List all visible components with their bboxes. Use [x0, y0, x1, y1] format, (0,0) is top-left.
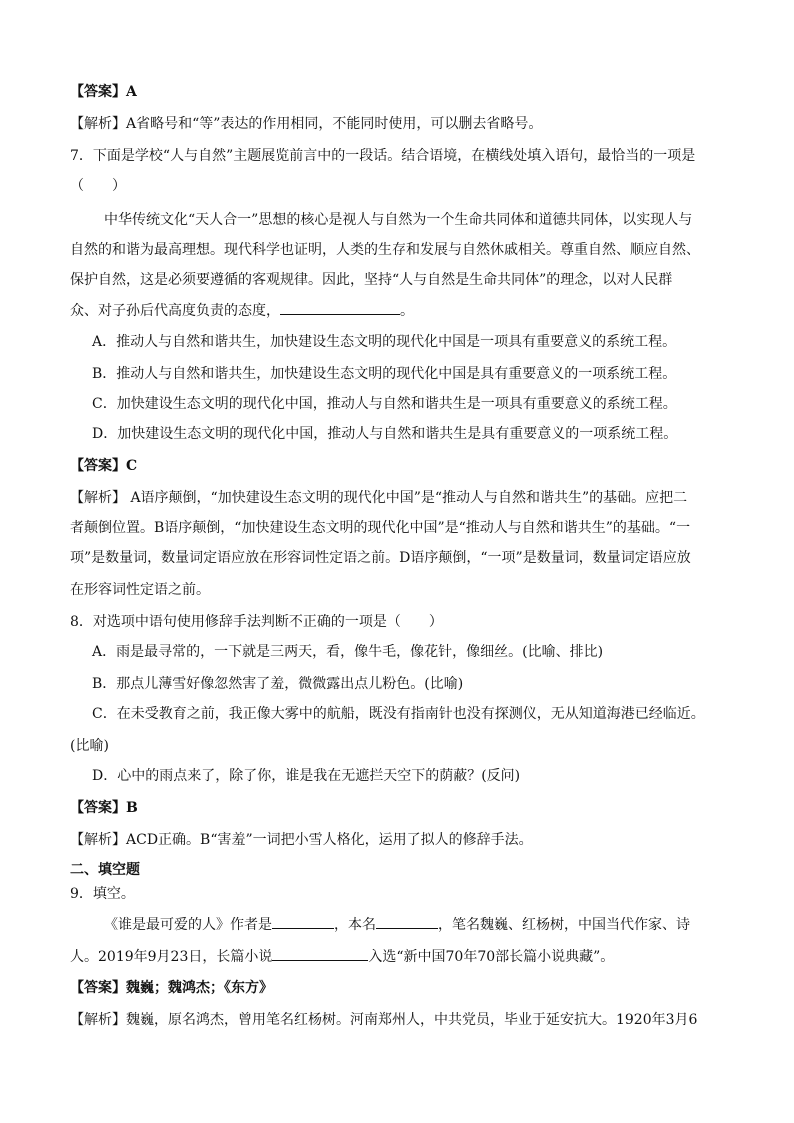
text-line [70, 270, 730, 290]
line-text: 9．填空。 [70, 886, 135, 902]
text-line [70, 518, 730, 538]
text-line [70, 798, 730, 818]
line-text: （ ） [70, 178, 126, 194]
text-line [70, 830, 730, 850]
text-line [70, 548, 730, 568]
text-line [70, 1010, 730, 1030]
text-line [70, 114, 730, 134]
text-line [104, 210, 764, 230]
text-line [92, 364, 752, 384]
fill-in-blank [272, 914, 334, 929]
text-line [70, 300, 730, 321]
line-text: 【解析】 A语序颠倒，“加快建设生态文明的现代化中国”是“推动人与自然和谐共生”的基础。应把二 [70, 490, 688, 506]
line-text: A．雨是最寻常的，一下就是三两天，看，像牛毛，像花针，像细丝。(比喻、排比) [92, 644, 604, 660]
line-text: 【解析】A省略号和“等”表达的作用相同，不能同时使用，可以删去省略号。 [70, 116, 543, 132]
line-text: 者颠倒位置。B语序颠倒，“加快建设生态文明的现代化中国”是“推动人与自然和谐共生”的基础。“一 [70, 520, 691, 536]
line-text: 【答案】B [70, 800, 138, 816]
line-text: B．推动人与自然和谐共生，加快建设生态文明的现代化中国是具有重要意义的一项系统工程。 [92, 366, 677, 382]
line-text-segment: ，笔名魏巍、红杨树，中国当代作家、诗 [438, 917, 690, 933]
text-line [70, 860, 730, 880]
text-line [92, 424, 752, 444]
text-line [92, 332, 752, 352]
text-line [70, 82, 730, 102]
text-line [70, 736, 730, 756]
line-text: 8．对选项中语句使用修辞手法判断不正确的一项是（ ） [70, 614, 443, 630]
line-text: 【答案】魏巍；魏鸿杰；《东方》 [70, 980, 273, 996]
text-line [92, 766, 752, 786]
line-text: C．加快建设生态文明的现代化中国，推动人与自然和谐共生是一项具有重要意义的系统工程。 [92, 396, 677, 412]
text-line [70, 488, 730, 508]
line-text-segment: ，本名 [334, 917, 376, 933]
text-line [70, 176, 730, 196]
line-text: 二、填空题 [70, 862, 140, 878]
line-text: 《谁是最可爱的人》作者是 [104, 917, 272, 933]
line-text: 保护自然，这是必须要遵循的客观规律。因此，坚持“人与自然是生命共同体”的理念，以对人民群 [70, 272, 673, 288]
line-text: 7．下面是学校“人与自然”主题展览前言中的一段话。结合语境，在横线处填入语句，最恰当的一项是 [70, 148, 696, 164]
text-line [70, 580, 730, 600]
line-text: 人。2019年9月23日，长篇小说 [70, 949, 273, 965]
line-text-segment: 入选“新中国70年70部长篇小说典藏”。 [368, 949, 615, 965]
text-line [70, 456, 730, 476]
text-line [92, 642, 752, 662]
line-text: 自然的和谐为最高理想。现代科学也证明，人类的生存和发展与自然休戚相关。尊重自然、顺应自然、 [70, 242, 700, 258]
text-line [70, 146, 730, 166]
line-text: 在形容词性定语之前。 [70, 582, 210, 598]
line-text: 众、对子孙后代高度负责的态度， [70, 303, 280, 319]
text-line [70, 240, 730, 260]
line-text: 中华传统文化“天人合一”思想的核心是视人与自然为一个生命共同体和道德共同体，以实现人与 [104, 212, 693, 228]
text-line [92, 674, 752, 694]
text-line [70, 978, 730, 998]
line-text: C．在未受教育之前，我正像大雾中的航船，既没有指南针也没有探测仪，无从知道海港已经临近。 [92, 706, 705, 722]
text-line [70, 612, 730, 632]
line-text: 【解析】魏巍，原名鸿杰，曾用笔名红杨树。河南郑州人，中共党员，毕业于延安抗大。1920年3月6 [70, 1012, 698, 1028]
fill-in-blank [280, 300, 400, 315]
line-text: 项”是数量词，数量词定语应放在形容词性定语之前。D语序颠倒，“一项”是数量词，数量词定语应放 [70, 550, 691, 566]
fill-in-blank [376, 914, 438, 929]
line-text: 【解析】ACD正确。B“害羞”一词把小雪人格化，运用了拟人的修辞手法。 [70, 832, 533, 848]
line-text: (比喻) [70, 738, 109, 754]
line-text: 【答案】A [70, 84, 137, 100]
line-text: B．那点儿薄雪好像忽然害了羞，微微露出点儿粉色。(比喻) [92, 676, 464, 692]
line-text: D．心中的雨点来了，除了你，谁是我在无遮拦天空下的荫蔽？(反问) [92, 768, 521, 784]
line-text-tail: 。 [400, 303, 414, 319]
text-line [70, 884, 730, 904]
line-text: 【答案】C [70, 458, 138, 474]
text-line [92, 394, 752, 414]
line-text: A．推动人与自然和谐共生，加快建设生态文明的现代化中国是一项具有重要意义的系统工程。 [92, 334, 677, 350]
text-line [104, 914, 764, 935]
text-line [70, 946, 730, 967]
line-text: D．加快建设生态文明的现代化中国，推动人与自然和谐共生是具有重要意义的一项系统工程。 [92, 426, 678, 442]
text-line [92, 704, 752, 724]
fill-in-blank [272, 946, 368, 961]
